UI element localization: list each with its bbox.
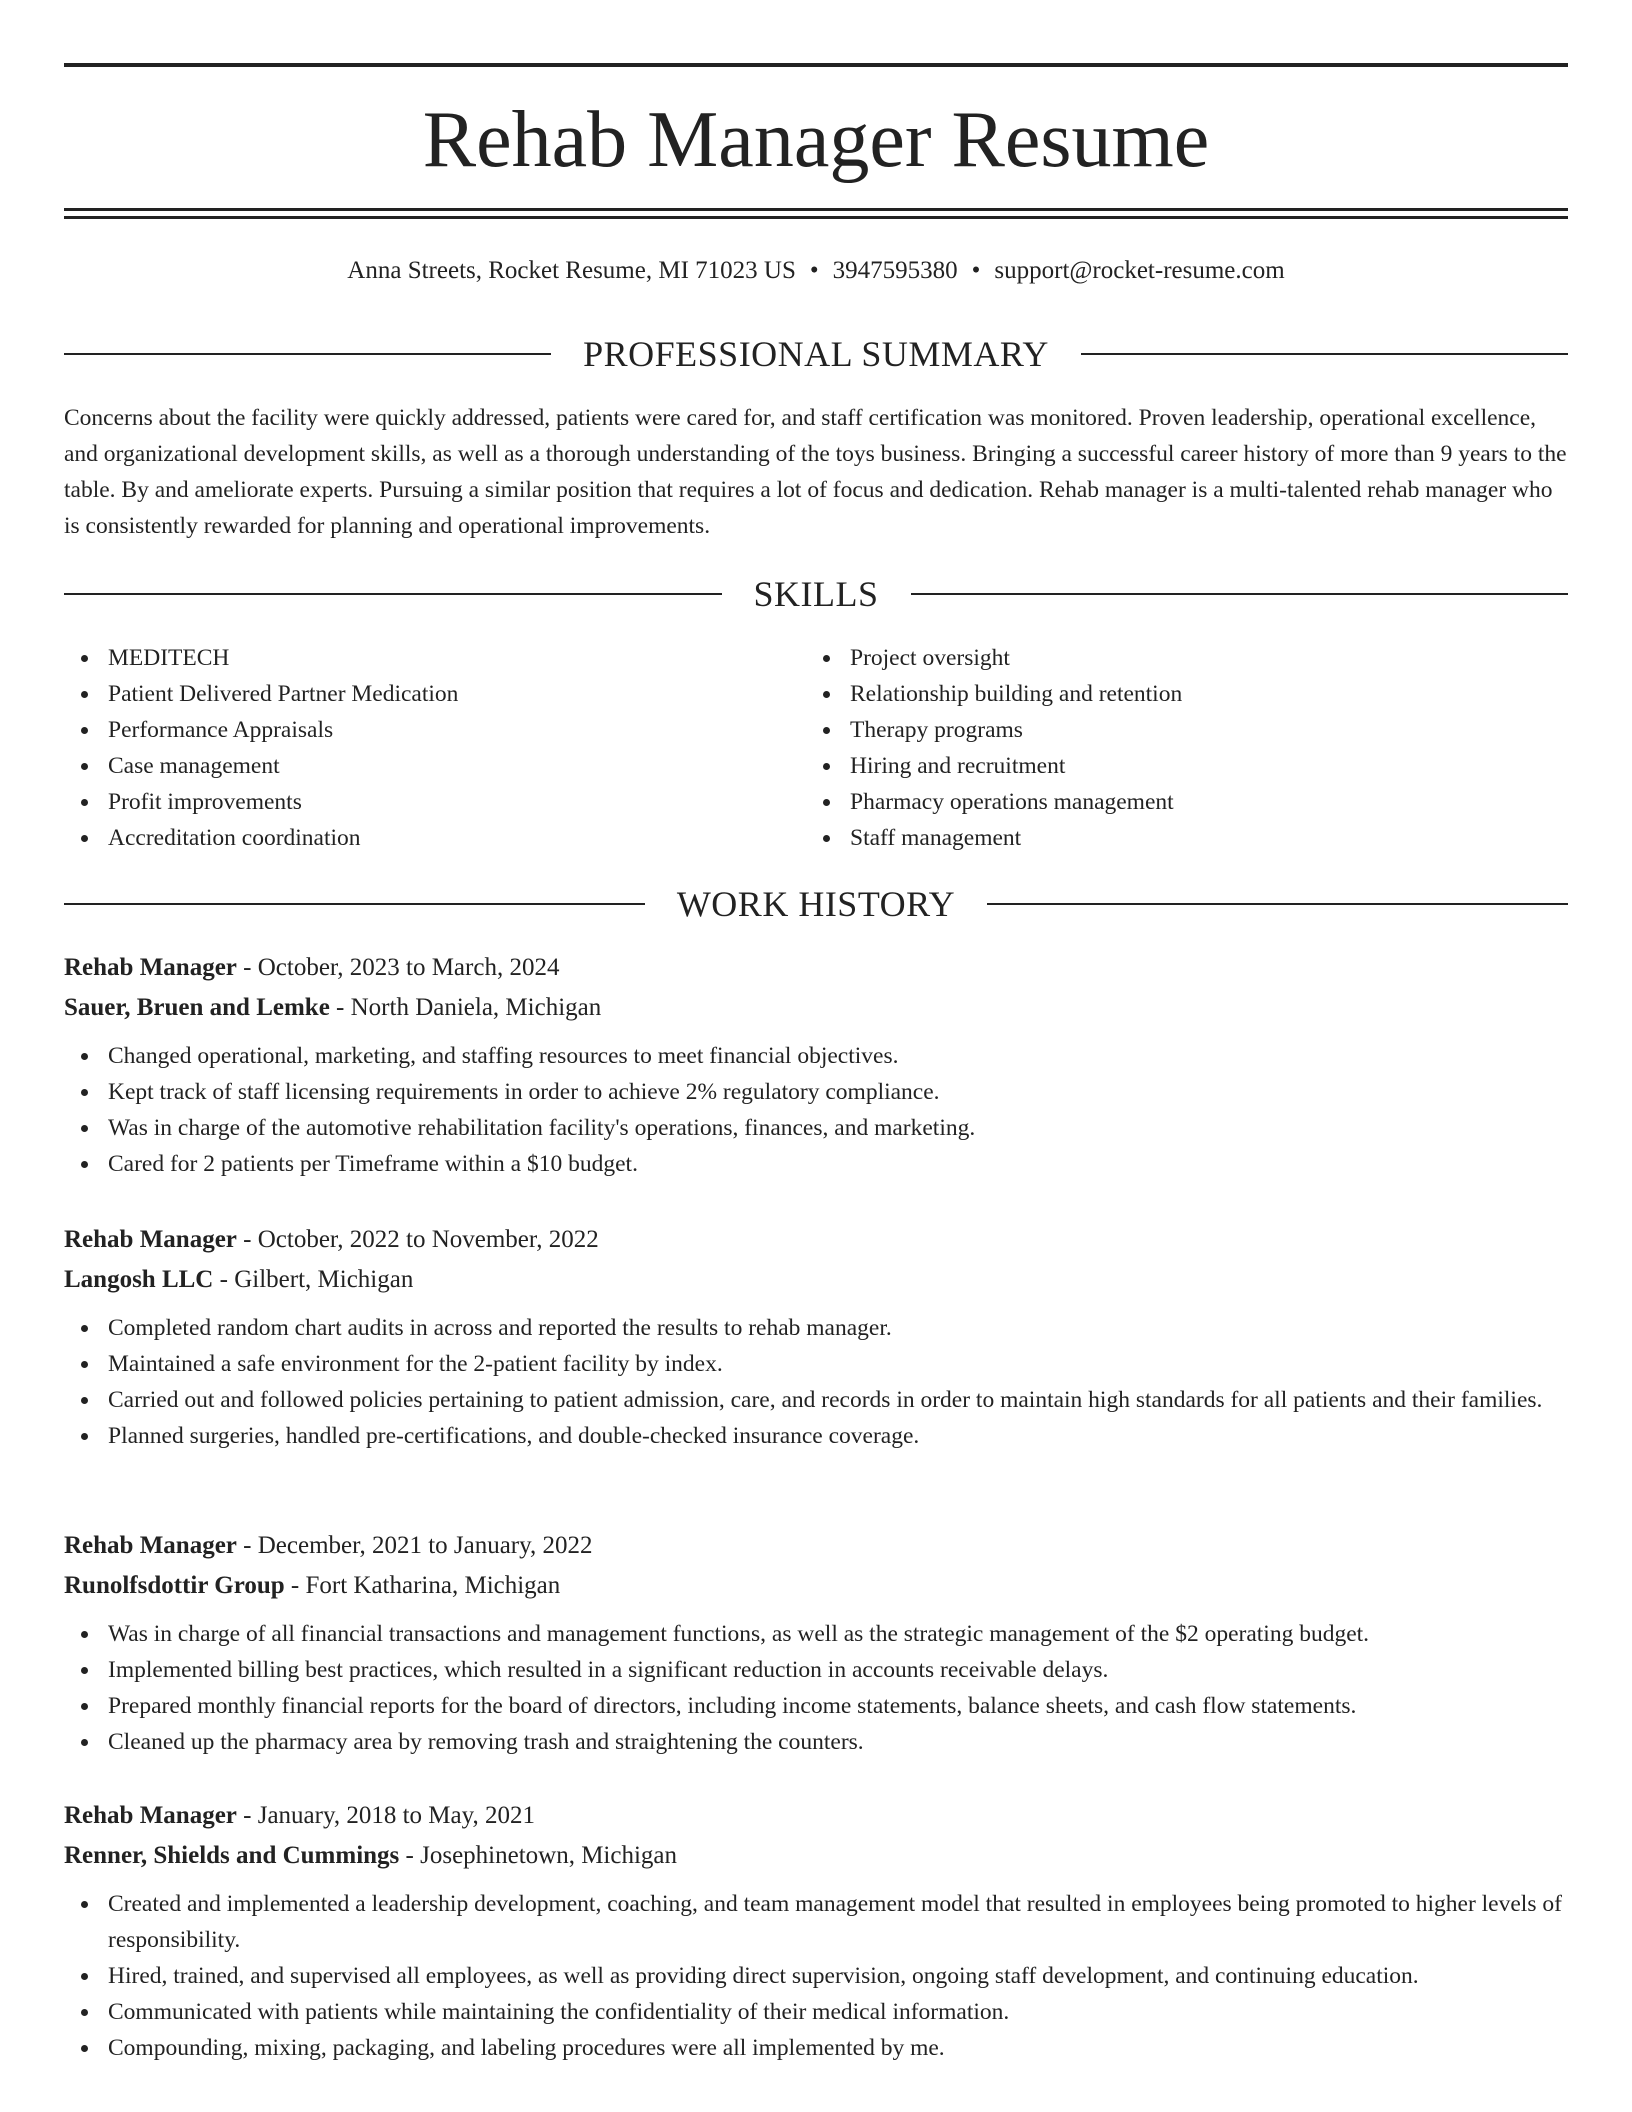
summary-text: Concerns about the facility were quickly addressed, patients were cared for, and staff certification was monitored. Proven leadership, operational excellence, and organizational development skills, as well as a thorough understanding of the toys business. Bringing a successful career history of more than 9 years to the table. By and ameliorate experts. Pursuing a similar position that requires a lot of focus and dedication. Rehab manager is a multi-talented rehab manager who is consistently rewarded for planning and operational improvements. <box>64 405 1567 539</box>
skills-column-right <box>806 640 1546 856</box>
job-dates: - January, 2018 to May, 2021 <box>236 1802 536 1829</box>
skill-item: Hiring and recruitment <box>806 748 1546 784</box>
job-location: - North Daniela, Michigan <box>329 994 602 1021</box>
job-bullet: Communicated with patients while maintaining the confidentiality of their medical information. <box>64 1994 1568 2030</box>
job-bullet: Completed random chart audits in across and reported the results to rehab manager. <box>64 1310 1568 1346</box>
job-bullet: Carried out and followed policies pertaining to patient admission, care, and records in order to maintain high standards for all patients and their families. <box>64 1382 1568 1418</box>
job-bullet: Cleaned up the pharmacy area by removing trash and straightening the counters. <box>64 1724 1568 1760</box>
job-entry <box>64 1800 1568 2066</box>
heading-rule <box>64 903 645 905</box>
title-rule-upper <box>64 208 1568 211</box>
job-bullet: Cared for 2 patients per Timeframe within a $10 budget. <box>64 1146 1568 1182</box>
page-title: Rehab Manager Resume <box>422 96 1210 184</box>
skills-column-left <box>64 640 804 856</box>
contact-address: Anna Streets, Rocket Resume, MI 71023 US <box>347 257 796 284</box>
job-company-line <box>64 992 1568 1038</box>
job-title: Rehab Manager <box>64 1226 237 1253</box>
job-bullet: Was in charge of the automotive rehabilitation facility's operations, finances, and marketing. <box>64 1110 1568 1146</box>
contact-line <box>64 255 1568 287</box>
skill-item: Accreditation coordination <box>64 820 804 856</box>
job-bullet: Hired, trained, and supervised all employees, as well as providing direct supervision, ongoing staff development, and continuing education. <box>64 1958 1568 1994</box>
job-company: Langosh LLC <box>64 1266 214 1293</box>
skill-item: Project oversight <box>806 640 1546 676</box>
summary-heading-label: PROFESSIONAL SUMMARY <box>583 334 1049 374</box>
job-bullet: Planned surgeries, handled pre-certifications, and double-checked insurance coverage. <box>64 1418 1568 1454</box>
job-bullet: Created and implemented a leadership development, coaching, and team management model that resulted in employees being promoted to higher levels of responsibility. <box>64 1886 1568 1958</box>
job-entry <box>64 1224 1568 1454</box>
job-role-line <box>64 1224 1568 1264</box>
job-bullets <box>64 1616 1568 1760</box>
skills-heading <box>64 572 1568 616</box>
job-company-line <box>64 1570 1568 1616</box>
job-location: - Fort Katharina, Michigan <box>284 1572 561 1599</box>
heading-rule <box>987 903 1568 905</box>
heading-rule <box>64 353 551 355</box>
job-company-line <box>64 1264 1568 1310</box>
heading-rule <box>64 593 722 595</box>
job-bullet: Was in charge of all financial transactions and management functions, as well as the strategic management of the $2 operating budget. <box>64 1616 1568 1652</box>
job-title: Rehab Manager <box>64 954 237 981</box>
job-title: Rehab Manager <box>64 1532 237 1559</box>
job-company: Runolfsdottir Group <box>64 1572 285 1599</box>
skill-item: Staff management <box>806 820 1546 856</box>
job-role-line <box>64 1530 1568 1570</box>
job-title: Rehab Manager <box>64 1802 237 1829</box>
work-history-heading-label: WORK HISTORY <box>676 884 956 924</box>
contact-separator: • <box>809 257 819 284</box>
job-dates: - October, 2022 to November, 2022 <box>236 1226 599 1253</box>
job-bullet: Changed operational, marketing, and staffing resources to meet financial objectives. <box>64 1038 1568 1074</box>
job-company: Sauer, Bruen and Lemke <box>64 994 330 1021</box>
job-role-line <box>64 1800 1568 1840</box>
contact-phone: 3947595380 <box>832 257 958 284</box>
job-company-line <box>64 1840 1568 1886</box>
title-rule-lower <box>64 216 1568 219</box>
job-dates: - October, 2023 to March, 2024 <box>236 954 560 981</box>
job-location: - Gilbert, Michigan <box>213 1266 414 1293</box>
top-rule <box>64 63 1568 67</box>
job-bullet: Maintained a safe environment for the 2-patient facility by index. <box>64 1346 1568 1382</box>
heading-rule <box>911 593 1569 595</box>
skill-item: Profit improvements <box>64 784 804 820</box>
skill-item: Case management <box>64 748 804 784</box>
contact-separator: • <box>971 257 981 284</box>
job-bullets <box>64 1886 1568 2066</box>
heading-rule <box>1081 353 1568 355</box>
job-location: - Josephinetown, Michigan <box>399 1842 678 1869</box>
job-dates: - December, 2021 to January, 2022 <box>236 1532 593 1559</box>
job-bullets <box>64 1310 1568 1454</box>
skill-item: Performance Appraisals <box>64 712 804 748</box>
job-entry <box>64 1530 1568 1760</box>
skill-item: Pharmacy operations management <box>806 784 1546 820</box>
summary-heading <box>64 332 1568 376</box>
job-entry <box>64 952 1568 1182</box>
contact-email: support@rocket-resume.com <box>994 257 1285 284</box>
job-bullet: Prepared monthly financial reports for the board of directors, including income statements, balance sheets, and cash flow statements. <box>64 1688 1568 1724</box>
skill-item: MEDITECH <box>64 640 804 676</box>
skills-heading-label: SKILLS <box>753 574 879 614</box>
work-history-heading <box>64 882 1568 926</box>
job-bullet: Implemented billing best practices, which resulted in a significant reduction in accounts receivable delays. <box>64 1652 1568 1688</box>
job-bullet: Compounding, mixing, packaging, and labeling procedures were all implemented by me. <box>64 2030 1568 2066</box>
skill-item: Therapy programs <box>806 712 1546 748</box>
skill-item: Relationship building and retention <box>806 676 1546 712</box>
job-role-line <box>64 952 1568 992</box>
skill-item: Patient Delivered Partner Medication <box>64 676 804 712</box>
job-bullet: Kept track of staff licensing requirements in order to achieve 2% regulatory compliance. <box>64 1074 1568 1110</box>
job-company: Renner, Shields and Cummings <box>64 1842 400 1869</box>
job-bullets <box>64 1038 1568 1182</box>
